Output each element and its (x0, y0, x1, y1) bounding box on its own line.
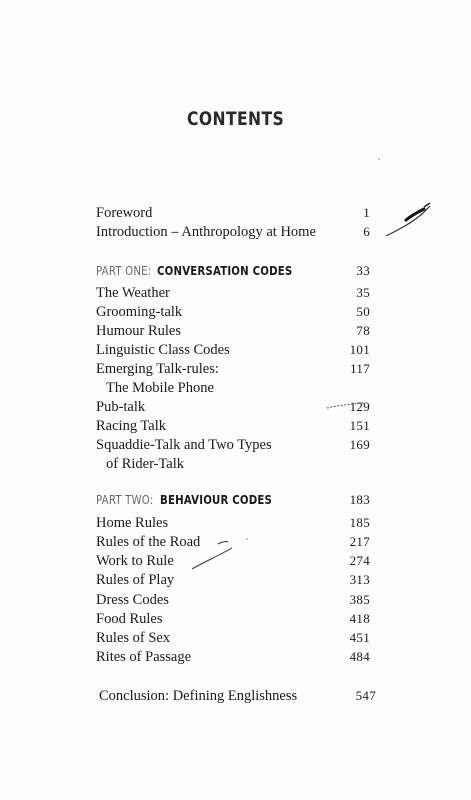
scan-speck (244, 536, 250, 542)
toc-entry-page: 6 (363, 224, 370, 239)
toc-entry-title: Dress Codes (96, 592, 169, 608)
toc-entry-title: Linguistic Class Codes (96, 342, 230, 358)
toc-entry-page: 418 (349, 611, 370, 626)
toc-entry-title: Home Rules (96, 515, 169, 531)
toc-entry (96, 321, 370, 341)
toc-entry-page: 151 (349, 418, 370, 433)
pen-stroke (190, 538, 250, 572)
toc-entry (96, 628, 370, 648)
pen-stroke (326, 400, 366, 412)
part-two-page: 183 (349, 492, 370, 507)
toc-entry-title: Rules of Sex (96, 630, 171, 646)
toc-entry-page: 169 (349, 437, 370, 452)
toc-entry (96, 340, 370, 360)
toc-entry-continuation: of Rider-Talk (106, 456, 185, 472)
toc-entry-title: Humour Rules (96, 323, 181, 339)
toc-entry (96, 283, 370, 303)
toc-entry-page: 451 (349, 630, 370, 645)
toc-entry-title: The Weather (96, 285, 170, 301)
toc-entry-conclusion (99, 686, 376, 706)
toc-entry-title: Rites of Passage (96, 649, 192, 665)
toc-entry-title: Work to Rule (96, 553, 174, 569)
part-two-name: BEHAVIOUR CODES (159, 493, 272, 507)
scan-speck (376, 156, 382, 162)
toc-entry (96, 302, 370, 322)
part-one-name: CONVERSATION CODES (157, 264, 293, 278)
toc-entry-page: 217 (349, 534, 370, 549)
toc-entry-foreword (96, 203, 370, 223)
part-two-prefix: PART TWO: (96, 493, 154, 507)
part-one-page: 33 (356, 263, 370, 278)
toc-entry (96, 359, 370, 379)
toc-entry-title: Conclusion: Defining Englishness (99, 688, 298, 704)
pen-mark (384, 200, 434, 240)
toc-entry-continuation: The Mobile Phone (106, 380, 214, 396)
toc-entry-page: 185 (349, 515, 370, 530)
part-two-heading (96, 490, 370, 510)
toc-entry-page: 129 (349, 399, 370, 414)
part-one-heading (96, 261, 370, 281)
toc-entry-title: Emerging Talk-rules: (96, 361, 219, 377)
toc-entry (96, 570, 370, 590)
toc-entry (96, 647, 370, 667)
toc-entry-title: Pub-talk (96, 399, 146, 415)
toc-entry-page: 547 (355, 688, 376, 703)
toc-entry-page: 313 (349, 572, 370, 587)
toc-entry-title: Racing Talk (96, 418, 166, 434)
toc-entry (96, 590, 370, 610)
toc-entry-page: 50 (356, 304, 370, 319)
toc-entry-page: 35 (356, 285, 370, 300)
toc-entry-title: Grooming-talk (96, 304, 183, 320)
toc-entry (96, 513, 370, 533)
toc-entry-page: 101 (349, 342, 370, 357)
toc-entry-page: 117 (350, 361, 370, 376)
toc-entry (96, 416, 370, 436)
toc-entry-title: Foreword (96, 205, 153, 221)
toc-entry-title: Rules of Play (96, 572, 175, 588)
page-title: CONTENTS (187, 108, 285, 130)
toc-entry-title: Introduction – Anthropology at Home (96, 224, 316, 240)
toc-entry-page: 1 (363, 205, 370, 220)
toc-entry-title: Squaddie-Talk and Two Types (96, 437, 272, 453)
toc-entry-title: Food Rules (96, 611, 163, 627)
toc-entry-page: 385 (349, 592, 370, 607)
toc-entry-page: 484 (349, 649, 370, 664)
toc-entry-introduction (96, 222, 370, 242)
toc-entry-page: 274 (349, 553, 370, 568)
part-one-prefix: PART ONE: (96, 264, 152, 278)
toc-entry (96, 609, 370, 629)
toc-entry-page: 78 (356, 323, 370, 338)
toc-entry (96, 435, 370, 455)
toc-entry-title: Rules of the Road (96, 534, 201, 550)
